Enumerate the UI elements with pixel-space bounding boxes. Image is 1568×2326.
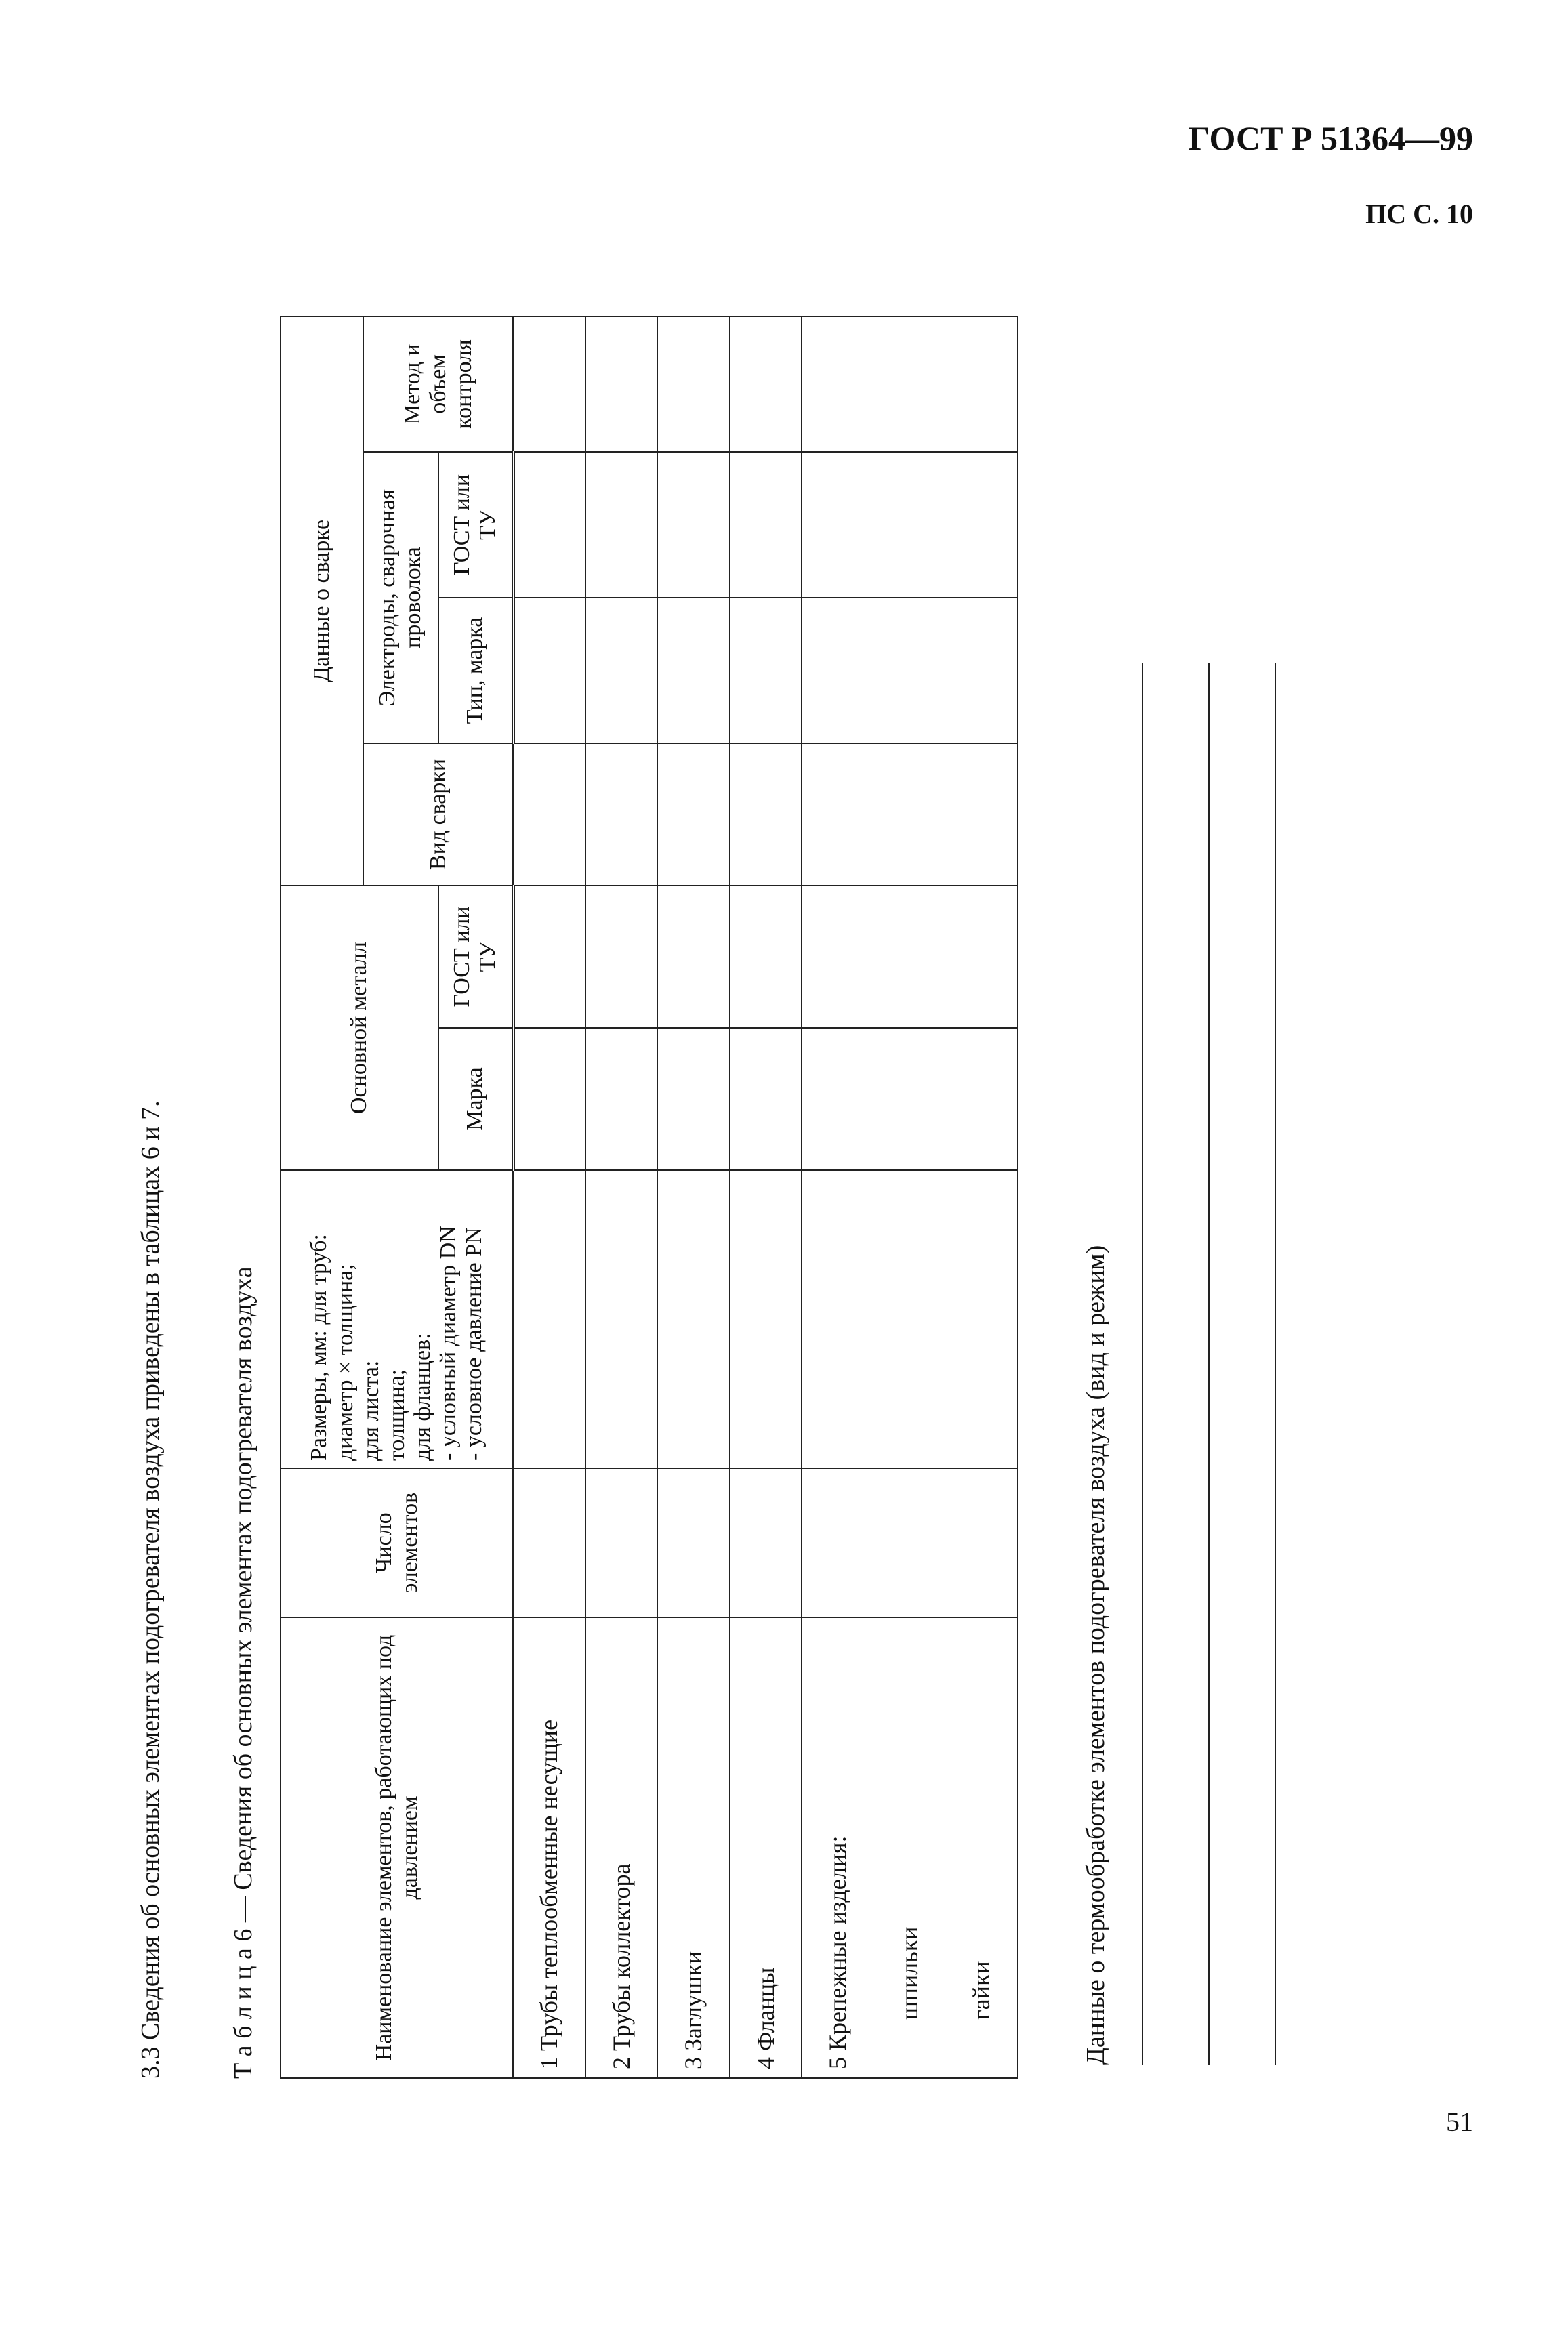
table-caption: Т а б л и ц а 6 — Сведения об основных элементах подогревателя воздуха: [229, 1266, 257, 2079]
col-header-count: Число элементов: [281, 1468, 513, 1617]
col-header-electrodes: Электроды, сварочная проволока: [363, 452, 438, 743]
table-row: [657, 316, 729, 2078]
col-header-type-brand: Тип, марка: [438, 598, 514, 743]
dims-line: диаметр × толщина;: [332, 1264, 358, 1461]
col-header-dims: [281, 1170, 513, 1468]
col-header-gost-tu: ГОСТ или ТУ: [438, 886, 514, 1028]
page-reference: ПС С. 10: [1365, 199, 1473, 229]
elements-table: [280, 316, 1018, 2079]
row-label: 4 Фланцы: [730, 1617, 802, 2078]
col-header-control: Метод и объем контроля: [363, 316, 514, 452]
dims-line: для фланцев:: [409, 1333, 435, 1461]
col-header-welding: Данные о сварке: [281, 316, 363, 886]
dims-line: - условное давление PN: [461, 1227, 487, 1461]
standard-number: ГОСТ Р 51364—99: [1188, 119, 1473, 157]
table-row: [802, 316, 873, 2078]
row-label: 2 Трубы коллектора: [585, 1617, 657, 2078]
subrow-label: шпильки: [873, 1617, 945, 2078]
dims-line: - условный диаметр DN: [435, 1226, 461, 1461]
intro-paragraph: 3.3 Сведения об основных элементах подогревателя воздуха приведены в таблицах 6 и 7.: [136, 1100, 165, 2079]
row-label: 1 Трубы теплообменные несущие: [513, 1617, 585, 2078]
row-label: 3 Заглушки: [657, 1617, 729, 2078]
fill-in-line: [1275, 663, 1276, 2065]
col-header-weld-type: Вид сварки: [363, 743, 514, 886]
table-row: [730, 316, 802, 2078]
col-header-name: Наименование элементов, работающих под давлением: [281, 1617, 513, 2078]
row-label: 5 Крепежные изделия:: [802, 1617, 873, 2078]
fill-in-line: [1142, 663, 1143, 2065]
rotated-content: [125, 0, 1413, 2079]
page-number: 51: [1446, 2106, 1473, 2137]
col-header-brand: Марка: [438, 1028, 514, 1170]
col-header-base-metal: Основной металл: [281, 886, 438, 1170]
col-header-gost-tu-2: ГОСТ или ТУ: [438, 452, 514, 598]
heat-treatment-label: Данные о термообработке элементов подогревателя воздуха (вид и режим): [1081, 1245, 1110, 2065]
table-row: [513, 316, 585, 2078]
dims-line: для листа:: [358, 1360, 384, 1461]
table-row: [585, 316, 657, 2078]
dims-line: Размеры, мм: для труб:: [306, 1234, 332, 1461]
fill-in-line: [1208, 663, 1210, 2065]
subrow-label: гайки: [946, 1617, 1018, 2078]
dims-line: толщина;: [384, 1369, 409, 1461]
